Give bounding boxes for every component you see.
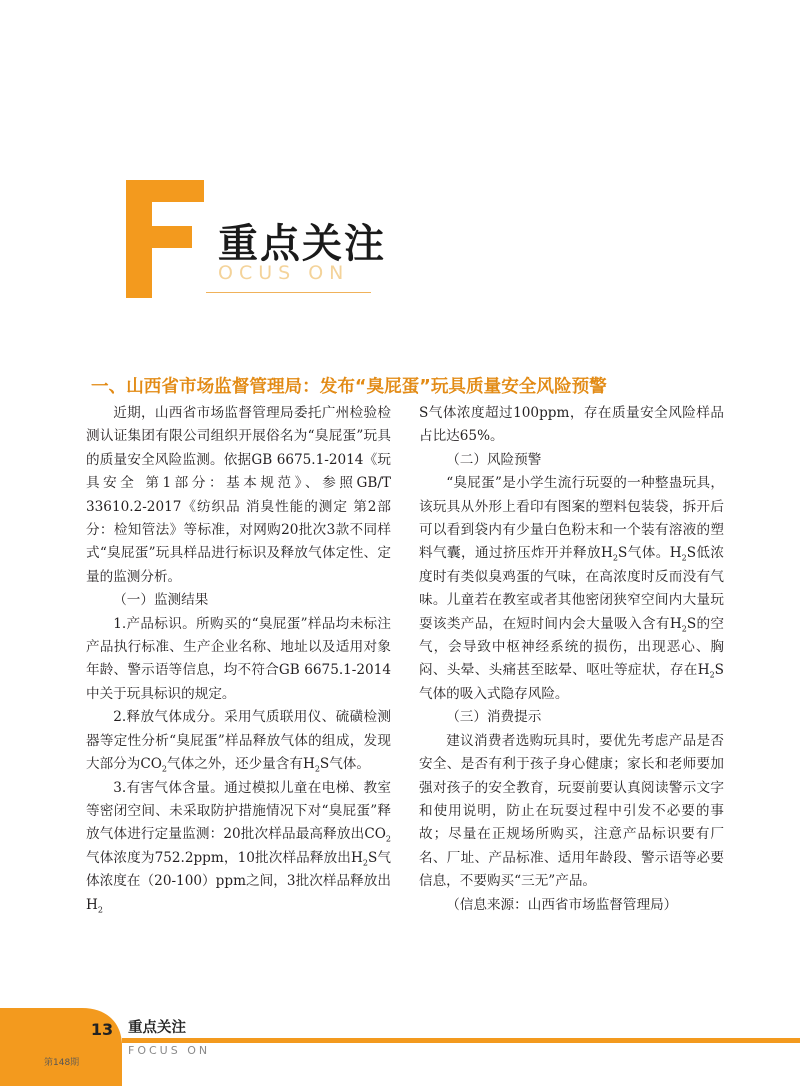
- issue-number: 第148期: [44, 1058, 80, 1068]
- info-source: （信息来源：山西省市场监督管理局）: [446, 896, 678, 913]
- section-heading-results: （一）监测结果: [113, 592, 209, 609]
- paragraph-consumer-tips: 建议消费者选购玩具时，要优先考虑产品是否安全、是否有利于孩子身心健康；家长和老师要加强对孩子的安全教育，玩耍前要认真阅读警示文字和使用说明，防止在玩耍过程中引发不必要的事故；尽量在正规场所购买，注意产品标识要有厂名、厂址、产品标准、适用年龄段、警示语等必要信息，不要购买“三无”产品。: [419, 732, 724, 890]
- paragraph-gas-composition: 2.释放气体成分。采用气质联用仪、硫磺检测器等定性分析“臭屁蛋”样品释放气体的组成，发现大部分为$CO_2$气体之外，还少量含有$H_2S$气体。: [86, 709, 391, 774]
- article-column-left: [86, 402, 391, 917]
- paragraph-risk-warning: “臭屁蛋”是小学生流行玩耍的一种整蛊玩具，该玩具从外形上看印有图案的塑料包装袋，拆开后可以看到袋内有少量白色粉末和一个装有溶液的塑料气囊，通过挤压炸开并释放$H_2S$气体。$H_2S$低浓度时有类似臭鸡蛋的气味，在高浓度时反而没有气味。儿童若在教室或者其他密闭狭窄空间内大量玩耍该类产品，在短时间内会大量吸入含有$H_2S$的空气，会导致中枢神经系统的损伤，出现恶心、胸闷、头晕、头痛甚至眩晕、呕吐等症状，存在$H_2S$气体的吸入式隐存风险。: [419, 475, 725, 702]
- article-title: 一、山西省市场监督管理局：发布“臭屁蛋”玩具质量安全风险预警: [91, 377, 607, 397]
- section-heading-tips: （三）消费提示: [446, 709, 542, 726]
- footer-section-title: 重点关注: [128, 1020, 186, 1036]
- footer-section-subtitle: FOCUS ON: [128, 1044, 211, 1057]
- footer-rule: [122, 1038, 800, 1043]
- paragraph-harmful-gas-b: S气体浓度超过100ppm，存在质量安全风险样品占比达65%。: [419, 405, 724, 445]
- paragraph-labeling: 1.产品标识。所购买的“臭屁蛋”样品均未标注产品执行标准、生产企业名称、地址以及适用对象年龄、警示语等信息，均不符合GB 6675.1-2014中关于玩具标识的规定。: [86, 615, 391, 702]
- intro-paragraph: 近期，山西省市场监督管理局委托广州检验检测认证集团有限公司组织开展俗名为“臭屁蛋”玩具的质量安全风险监测。依据GB 6675.1-2014《玩具安全 第1部分：基本规范》、参照GB/T 33610.2-2017《纺织品 消臭性能的测定 第2部分：检知管法》等标准，对网购20批次3款不同样式“臭屁蛋”玩具样品进行标识及释放气体定性、定量的监测分析。: [86, 405, 391, 585]
- section-subtitle: OCUS ON: [218, 262, 350, 284]
- page-number-tab-icon: [0, 996, 128, 1086]
- page-number: 13: [90, 1020, 114, 1039]
- section-title: 重点关注: [218, 221, 386, 267]
- focus-letter-f-icon: [126, 180, 204, 298]
- header-divider: [206, 292, 371, 293]
- paragraph-harmful-gas-a: 3.有害气体含量。通过模拟儿童在电梯、教室等密闭空间、未采取防护措施情况下对“臭屁蛋”释放气体进行定量监测：20批次样品最高释放出$CO_2$气体浓度为752.2ppm，10批次样品释放出$H_2S$气体浓度在（20-100）ppm之间，3批次样品释放出$H_2$: [86, 779, 391, 915]
- article-column-right: [419, 402, 724, 917]
- section-heading-risk: （二）风险预警: [446, 451, 542, 468]
